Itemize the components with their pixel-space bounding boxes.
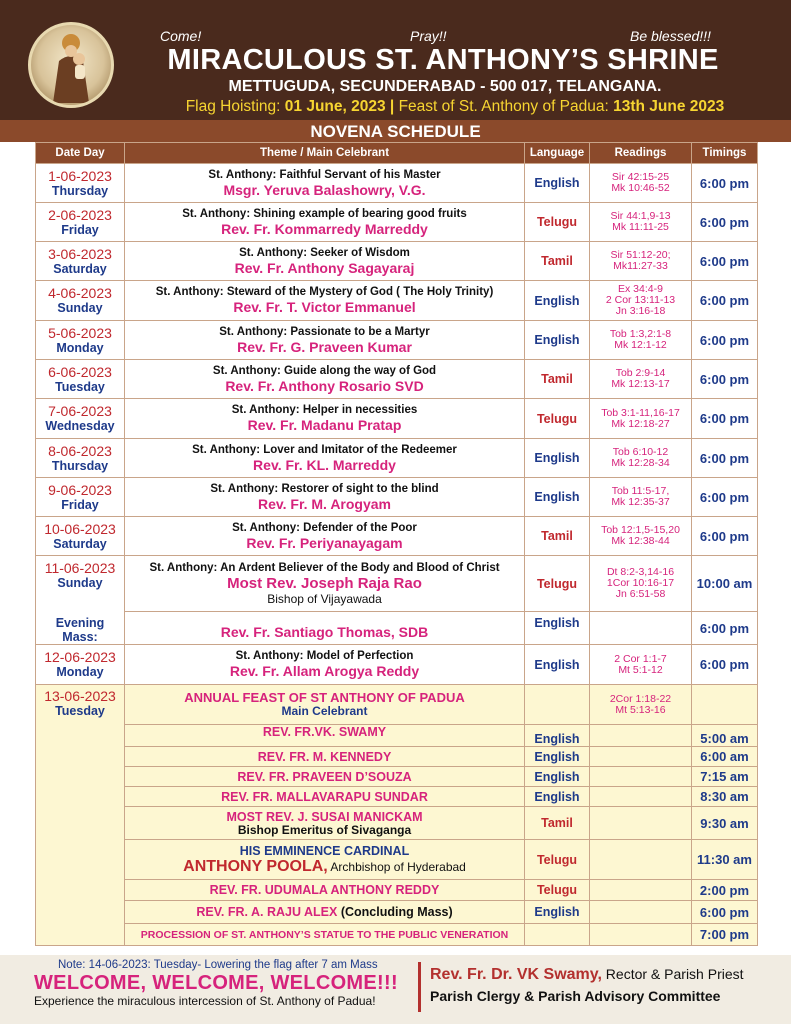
feast-header-row xyxy=(36,685,758,725)
language: English xyxy=(525,725,590,747)
day: Sunday xyxy=(57,301,103,315)
language: Tamil xyxy=(525,517,590,556)
date-cell xyxy=(36,321,125,360)
celebrant: Msgr. Yeruva Balashowry, V.G. xyxy=(223,181,426,198)
experience-text: Experience the miraculous intercession of St. Anthony of Padua! xyxy=(34,994,376,1008)
celebrant: MOST REV. J. SUSAI MANICKAM xyxy=(226,809,423,824)
reading: Mt 5:13-16 xyxy=(615,703,666,716)
tagline-pray: Pray!! xyxy=(410,28,447,44)
readings-cell xyxy=(590,203,692,242)
reading: 1Cor 10:16-17 xyxy=(606,577,675,589)
time: 6:00 am xyxy=(692,747,758,767)
table-header-row xyxy=(36,143,758,164)
rector-title: Rector & Parish Priest xyxy=(601,966,744,982)
language: Tamil xyxy=(525,242,590,281)
table-row xyxy=(36,203,758,242)
date: 5-06-2023 xyxy=(48,324,112,341)
theme-cell xyxy=(125,439,525,478)
time: 9:30 am xyxy=(692,807,758,840)
theme-cell xyxy=(125,281,525,321)
reading: Sir 44:1,9-13 xyxy=(610,210,671,222)
theme: St. Anthony: Model of Perfection xyxy=(235,650,414,662)
date: 1-06-2023 xyxy=(48,167,112,184)
reading: Mk 12:18-27 xyxy=(611,417,670,430)
celebrant: Rev. Fr. G. Praveen Kumar xyxy=(237,338,412,355)
celebrant: Rev. Fr. Santiago Thomas, SDB xyxy=(220,623,429,640)
date-cell xyxy=(36,203,125,242)
celebrant: REV. FR. A. RAJU ALEX xyxy=(196,905,338,919)
time: 7:00 pm xyxy=(692,924,758,946)
feast-date-cell xyxy=(36,685,125,946)
date: 3-06-2023 xyxy=(48,245,112,262)
language: English xyxy=(525,747,590,767)
footer-divider xyxy=(418,962,421,1012)
table-row xyxy=(36,517,758,556)
feast-label: Feast of St. Anthony of Padua: xyxy=(398,98,614,115)
celebrant: Rev. Fr. Madanu Pratap xyxy=(247,417,402,433)
evening-label: Evening xyxy=(55,616,105,630)
table-row xyxy=(36,242,758,281)
time: 8:30 am xyxy=(692,787,758,807)
date: 4-06-2023 xyxy=(48,285,112,301)
theme: St. Anthony: Helper in necessities xyxy=(231,404,418,416)
flag-lowering-note: Note: 14-06-2023: Tuesday- Lowering the flag after 7 am Mass xyxy=(58,959,378,971)
theme-cell xyxy=(125,612,525,645)
feast-mass-row xyxy=(36,880,758,901)
celebrant: Rev. Fr. KL. Marreddy xyxy=(253,456,396,473)
language: Telugu xyxy=(525,399,590,439)
date-cell xyxy=(36,556,125,645)
reading: Mk 12:28-34 xyxy=(611,457,670,469)
celebrant-line xyxy=(125,858,524,876)
reading: 2 Cor 1:1-7 xyxy=(614,652,667,665)
readings-cell xyxy=(590,321,692,360)
reading: 2 Cor 13:11-13 xyxy=(605,294,676,306)
readings-cell xyxy=(590,556,692,612)
welcome-text: WELCOME, WELCOME, WELCOME!!! xyxy=(34,972,398,994)
readings-cell xyxy=(590,439,692,478)
feast-mass-row xyxy=(36,767,758,787)
time: 6:00 pm xyxy=(692,360,758,399)
date-cell xyxy=(36,399,125,439)
date-cell xyxy=(36,439,125,478)
day: Monday xyxy=(56,665,104,679)
celebrant: HIS EMMINENCE CARDINAL xyxy=(239,843,410,858)
readings-cell xyxy=(590,747,692,767)
readings-cell xyxy=(590,924,692,946)
reading: Mk 10:46-52 xyxy=(611,182,670,194)
date-cell xyxy=(36,360,125,399)
day: Friday xyxy=(61,222,99,237)
theme-cell xyxy=(125,645,525,685)
procession-row xyxy=(36,924,758,946)
feast-date: 13th June 2023 xyxy=(613,98,725,115)
celebrant-cell xyxy=(125,807,525,840)
celebrant: REV. FR. M. KENNEDY xyxy=(125,747,525,767)
theme-cell xyxy=(125,556,525,612)
date: 7-06-2023 xyxy=(48,403,112,419)
language: English xyxy=(525,612,590,645)
language: Tamil xyxy=(525,360,590,399)
reading: Mk 12:35-37 xyxy=(611,496,670,508)
tagline-blessed: Be blessed!!! xyxy=(630,28,711,44)
reading: Mk11:27-33 xyxy=(613,260,668,272)
readings-cell xyxy=(590,840,692,880)
table-row xyxy=(36,360,758,399)
celebrant-name: ANTHONY POOLA, xyxy=(183,857,328,875)
date-cell xyxy=(36,242,125,281)
col-header-timings: Timings xyxy=(692,143,758,164)
celebrant: REV. FR. PRAVEEN D’SOUZA xyxy=(125,767,525,787)
language: English xyxy=(525,321,590,360)
theme-cell xyxy=(125,517,525,556)
col-header-language: Language xyxy=(525,143,590,164)
theme-cell xyxy=(125,399,525,439)
language: Telugu xyxy=(525,880,590,901)
time: 6:00 pm xyxy=(692,399,758,439)
reading: Mk 12:1-12 xyxy=(614,339,667,351)
feast-mass-row xyxy=(36,725,758,747)
time: 6:00 pm xyxy=(692,281,758,321)
reading: Jn 6:51-58 xyxy=(615,588,666,600)
table-row xyxy=(36,321,758,360)
col-header-date: Date Day xyxy=(36,143,125,164)
flag-hoisting-line xyxy=(120,98,790,116)
col-header-theme: Theme / Main Celebrant xyxy=(125,143,525,164)
theme: St. Anthony: Guide along the way of God xyxy=(212,364,437,377)
day: Thursday xyxy=(51,458,109,473)
language: English xyxy=(525,281,590,321)
reading: Tob 3:1-11,16-17 xyxy=(601,406,680,419)
language: Telugu xyxy=(525,840,590,880)
day: Saturday xyxy=(53,536,107,551)
feast-mass-row xyxy=(36,840,758,880)
language: English xyxy=(525,478,590,517)
reading: Sir 42:15-25 xyxy=(611,171,670,183)
shrine-address: METTUGUDA, SECUNDERABAD - 500 017, TELANGANA. xyxy=(228,78,662,95)
table-row xyxy=(36,399,758,439)
date-cell xyxy=(36,517,125,556)
time: 5:00 am xyxy=(692,725,758,747)
time: 11:30 am xyxy=(692,840,758,880)
reading: Jn 3:16-18 xyxy=(615,305,666,317)
table-row xyxy=(36,439,758,478)
reading: Ex 34:4-9 xyxy=(618,283,663,295)
language: English xyxy=(525,787,590,807)
reading: Tob 12:1,5-15,20 xyxy=(601,524,680,536)
celebrant: Rev. Fr. Allam Arogya Reddy xyxy=(229,663,420,679)
time: 6:00 pm xyxy=(692,901,758,924)
theme: St. Anthony: Lover and Imitator of the Redeemer xyxy=(192,443,457,456)
readings-cell xyxy=(590,767,692,787)
theme: St. Anthony: Faithful Servant of his Master xyxy=(208,168,441,181)
time: 6:00 pm xyxy=(692,612,758,645)
celebrant-title: Archbishop of Hyderabad xyxy=(327,859,466,874)
celebrant: Rev. Fr. Periyanayagam xyxy=(246,534,403,551)
reading: Sir 51:12-20; xyxy=(610,249,671,261)
day: Thursday xyxy=(51,183,109,198)
reading: Mt 5:1-12 xyxy=(618,663,663,676)
theme: St. Anthony: Seeker of Wisdom xyxy=(239,246,410,259)
rector-name: Rev. Fr. Dr. VK Swamy, xyxy=(430,966,602,983)
time: 6:00 pm xyxy=(692,164,758,203)
readings-cell xyxy=(590,725,692,747)
language: English xyxy=(525,164,590,203)
reading: 2Cor 1:18-22 xyxy=(609,692,672,705)
time: 6:00 pm xyxy=(692,242,758,281)
novena-schedule-table xyxy=(35,142,758,946)
theme: St. Anthony: Shining example of bearing good fruits xyxy=(182,207,467,220)
date: 12-06-2023 xyxy=(44,649,116,665)
language: English xyxy=(525,767,590,787)
readings-cell xyxy=(590,787,692,807)
time: 6:00 pm xyxy=(692,321,758,360)
table-row xyxy=(36,281,758,321)
time: 6:00 pm xyxy=(692,203,758,242)
shrine-title: MIRACULOUS ST. ANTHONY’S SHRINE xyxy=(167,44,719,76)
time: 6:00 pm xyxy=(692,517,758,556)
clergy-line: Parish Clergy & Parish Advisory Committee xyxy=(430,988,721,1004)
readings-cell xyxy=(590,281,692,321)
readings-cell xyxy=(590,612,692,645)
readings-cell xyxy=(590,478,692,517)
time: 6:00 pm xyxy=(692,439,758,478)
novena-title: NOVENA SCHEDULE xyxy=(310,122,481,141)
day: Friday xyxy=(61,497,99,512)
flag-date: 01 June, 2023 xyxy=(284,98,386,115)
celebrant-title: Bishop of Vijayawada xyxy=(267,592,382,606)
flag-separator: | xyxy=(385,98,399,115)
celebrant-note: (Concluding Mass) xyxy=(337,905,453,919)
language: Telugu xyxy=(525,556,590,612)
readings-cell xyxy=(590,645,692,685)
day: Tuesday xyxy=(55,379,105,394)
date-cell xyxy=(36,281,125,321)
time: 6:00 pm xyxy=(692,478,758,517)
date-cell xyxy=(36,478,125,517)
readings-cell xyxy=(590,685,692,725)
day: Sunday xyxy=(57,576,103,590)
feast-mass-row xyxy=(36,807,758,840)
reading: Dt 8:2-3,14-16 xyxy=(606,566,675,578)
theme-cell xyxy=(125,242,525,281)
celebrant: REV. FR. UDUMALA ANTHONY REDDY xyxy=(125,880,525,901)
flag-label: Flag Hoisting: xyxy=(185,98,285,115)
celebrant: Rev. Fr. Anthony Rosario SVD xyxy=(225,377,424,394)
table-row xyxy=(36,164,758,203)
language: Tamil xyxy=(525,807,590,840)
date: 13-06-2023 xyxy=(44,688,116,704)
language xyxy=(525,924,590,946)
theme-cell xyxy=(125,203,525,242)
time: 10:00 am xyxy=(692,556,758,612)
rector-line xyxy=(430,966,744,984)
feast-subtitle: Main Celebrant xyxy=(281,704,368,718)
feast-mass-row xyxy=(36,901,758,924)
date: 8-06-2023 xyxy=(48,442,112,459)
feast-mass-row xyxy=(36,787,758,807)
time xyxy=(692,685,758,725)
celebrant-title: Bishop Emeritus of Sivaganga xyxy=(237,822,412,837)
reading: Tob 1:3,2:1-8 xyxy=(609,328,672,340)
date: 11-06-2023 xyxy=(44,560,116,576)
day: Saturday xyxy=(53,261,107,276)
theme: St. Anthony: Passionate to be a Martyr xyxy=(219,325,430,338)
theme: St. Anthony: An Ardent Believer of the Body and Blood of Christ xyxy=(149,562,500,574)
language: Telugu xyxy=(525,203,590,242)
reading: Mk 11:11-25 xyxy=(612,221,669,233)
date: 2-06-2023 xyxy=(48,206,112,223)
evening-label: Mass: xyxy=(62,630,98,644)
celebrant-cell xyxy=(125,901,525,924)
date: 6-06-2023 xyxy=(48,363,112,380)
feast-title-cell xyxy=(125,685,525,725)
reading: Mk 12:13-17 xyxy=(611,378,670,390)
date: 10-06-2023 xyxy=(44,520,116,537)
theme-cell xyxy=(125,321,525,360)
celebrant: REV. FR. MALLAVARAPU SUNDAR xyxy=(125,787,525,807)
day: Wednesday xyxy=(45,419,115,433)
language xyxy=(525,685,590,725)
col-header-readings: Readings xyxy=(590,143,692,164)
date-cell xyxy=(36,645,125,685)
readings-cell xyxy=(590,901,692,924)
reading: Mk 12:38-44 xyxy=(611,535,670,547)
table-row xyxy=(36,556,758,612)
table-row xyxy=(36,645,758,685)
feast-mass-row xyxy=(36,747,758,767)
language: English xyxy=(525,901,590,924)
celebrant: Rev. Fr. Kommarredy Marreddy xyxy=(221,220,428,237)
theme: St. Anthony: Steward of the Mystery of God ( The Holy Trinity) xyxy=(155,286,494,298)
time: 6:00 pm xyxy=(692,645,758,685)
celebrant: REV. FR.VK. SWAMY xyxy=(125,725,525,747)
readings-cell xyxy=(590,242,692,281)
readings-cell xyxy=(590,399,692,439)
feast-title: ANNUAL FEAST OF ST ANTHONY OF PADUA xyxy=(184,690,465,705)
theme-cell xyxy=(125,478,525,517)
theme: St. Anthony: Restorer of sight to the blind xyxy=(210,482,439,495)
tagline-come: Come! xyxy=(160,28,202,44)
theme: St. Anthony: Defender of the Poor xyxy=(232,521,417,534)
readings-cell xyxy=(590,807,692,840)
readings-cell xyxy=(590,164,692,203)
st-anthony-logo xyxy=(28,22,114,108)
table-row xyxy=(36,612,758,645)
readings-cell xyxy=(590,360,692,399)
date-cell xyxy=(36,164,125,203)
language: English xyxy=(525,439,590,478)
reading: Tob 11:5-17, xyxy=(611,485,670,497)
readings-cell xyxy=(590,517,692,556)
reading: Tob 2:9-14 xyxy=(615,367,666,379)
celebrant: Rev. Fr. T. Victor Emmanuel xyxy=(233,299,416,315)
celebrant-cell xyxy=(125,840,525,880)
date: 9-06-2023 xyxy=(48,481,112,498)
day: Monday xyxy=(56,340,104,355)
readings-cell xyxy=(590,880,692,901)
reading: Tob 6:10-12 xyxy=(612,446,669,458)
time: 7:15 am xyxy=(692,767,758,787)
time: 2:00 pm xyxy=(692,880,758,901)
table-row xyxy=(36,478,758,517)
day: Tuesday xyxy=(55,704,105,718)
celebrant: Rev. Fr. Anthony Sagayaraj xyxy=(234,259,415,276)
theme-cell xyxy=(125,360,525,399)
procession: PROCESSION OF ST. ANTHONY’S STATUE TO THE PUBLIC VENERATION xyxy=(125,924,525,946)
theme-cell xyxy=(125,164,525,203)
language: English xyxy=(525,645,590,685)
celebrant: Rev. Fr. M. Arogyam xyxy=(257,495,392,512)
celebrant: Most Rev. Joseph Raja Rao xyxy=(227,575,422,592)
